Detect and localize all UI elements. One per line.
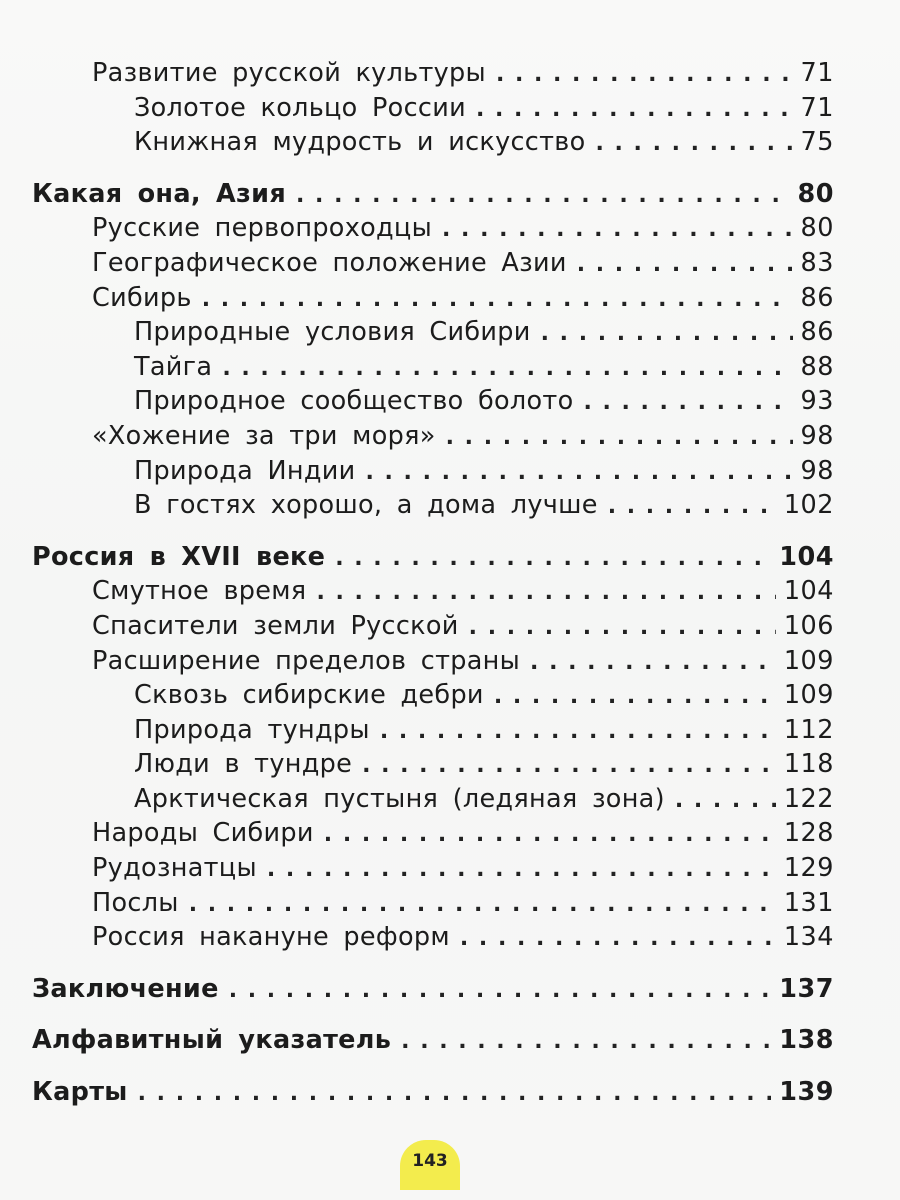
toc-entry-title: Россия в XVII веке: [32, 541, 326, 572]
toc-entry: [32, 281, 834, 316]
toc-entry-title: Расширение пределов страны: [92, 645, 521, 676]
toc-entry: [32, 488, 834, 523]
toc-entry: [32, 91, 834, 126]
toc-entry-page: 98: [800, 420, 834, 451]
toc-dot-leader: [335, 542, 771, 577]
toc-entry: [32, 886, 834, 921]
toc-entry-title: Сибирь: [92, 282, 192, 313]
toc-entry-title: Географическое положение Азии: [92, 247, 567, 278]
toc-dot-leader: [202, 283, 793, 318]
toc-entry-page: 134: [783, 922, 834, 953]
toc-dot-leader: [494, 680, 776, 715]
toc-entry: [32, 125, 834, 160]
toc-entry-title: Какая она, Азия: [32, 178, 287, 209]
toc-entry: [32, 644, 834, 679]
toc-entry-title: Смутное время: [92, 576, 307, 607]
toc-entry: [32, 350, 834, 385]
toc-dot-leader: [362, 749, 776, 784]
toc-entry-page: 80: [797, 178, 834, 209]
toc-dot-leader: [229, 974, 772, 1009]
toc-entry-page: 80: [800, 213, 834, 244]
toc-entry: [32, 782, 834, 817]
toc-entry-page: 118: [783, 749, 834, 780]
toc-entry-title: Карты: [32, 1077, 128, 1108]
toc-dot-leader: [366, 456, 793, 491]
toc-entry: [32, 972, 834, 1007]
toc-entry-title: Сквозь сибирские дебри: [134, 680, 484, 711]
toc-entry-page: 139: [779, 1077, 834, 1108]
toc-entry-page: 93: [800, 386, 834, 417]
page-number: 143: [412, 1151, 448, 1171]
toc-dot-leader: [296, 179, 789, 214]
toc-entry-title: В гостях хорошо, а дома лучше: [134, 490, 598, 521]
toc-dot-leader: [222, 352, 792, 387]
toc-entry-page: 112: [783, 714, 834, 745]
toc-entry-page: 138: [779, 1025, 834, 1056]
toc-dot-leader: [401, 1025, 771, 1060]
toc-entry-page: 71: [800, 58, 834, 88]
toc-entry-page: 137: [779, 973, 834, 1004]
toc-dot-leader: [530, 646, 776, 681]
toc-entry-page: 102: [783, 490, 834, 521]
toc-entry-title: Тайга: [134, 351, 213, 382]
toc-dot-leader: [442, 213, 793, 248]
toc-dot-leader: [324, 818, 776, 853]
toc-entry-title: Народы Сибири: [92, 818, 314, 849]
toc-entry-page: 106: [783, 610, 834, 641]
toc-dot-leader: [577, 248, 793, 283]
toc-entry-page: 109: [783, 645, 834, 676]
toc-dot-leader: [596, 127, 793, 162]
toc-dot-leader: [675, 784, 776, 819]
toc-dot-leader: [267, 853, 776, 888]
toc-entry-title: Природное сообщество болото: [134, 386, 574, 417]
table-of-contents: [32, 56, 834, 1110]
toc-entry: [32, 454, 834, 489]
page-number-badge: [400, 1140, 460, 1190]
toc-entry-title: «Хожение за три моря»: [92, 420, 436, 451]
toc-entry-title: Природа тундры: [134, 714, 370, 745]
toc-entry-page: 122: [783, 783, 834, 814]
toc-dot-leader: [541, 317, 793, 352]
toc-entry: [32, 747, 834, 782]
toc-dot-leader: [608, 490, 776, 525]
toc-entry-title: Заключение: [32, 973, 219, 1004]
toc-entry-title: Природа Индии: [134, 455, 356, 486]
toc-dot-leader: [446, 421, 793, 456]
toc-dot-leader: [380, 715, 776, 750]
toc-entry-page: 71: [800, 92, 834, 123]
toc-entry: [32, 816, 834, 851]
toc-entry-title: Люди в тундре: [134, 749, 353, 780]
toc-entry: [32, 713, 834, 748]
toc-entry-page: 109: [783, 680, 834, 711]
toc-entry: [32, 1075, 834, 1110]
toc-entry: [32, 315, 834, 350]
toc-entry-title: Русские первопроходцы: [92, 213, 433, 244]
toc-entry-page: 88: [800, 351, 834, 382]
toc-entry-page: 98: [800, 455, 834, 486]
toc-dot-leader: [138, 1077, 772, 1112]
toc-entry-title: Природные условия Сибири: [134, 317, 531, 348]
toc-entry-title: Золотое кольцо России: [134, 92, 466, 123]
toc-entry-title: Рудознатцы: [92, 853, 257, 884]
toc-entry-title: Книжная мудрость и искусство: [134, 127, 586, 158]
toc-entry-page: 75: [800, 127, 834, 158]
toc-dot-leader: [469, 611, 776, 646]
toc-entry: [32, 609, 834, 644]
toc-entry: [32, 177, 834, 212]
toc-entry-page: 128: [783, 818, 834, 849]
toc-entry-page: 86: [800, 317, 834, 348]
toc-entry: [32, 678, 834, 713]
toc-entry-page: 129: [783, 853, 834, 884]
toc-entry-title: Россия накануне реформ: [92, 922, 450, 953]
toc-entry: [32, 211, 834, 246]
toc-entry: [32, 1023, 834, 1058]
toc-entry: [32, 920, 834, 955]
toc-entry: [32, 419, 834, 454]
toc-dot-leader: [189, 888, 776, 923]
toc-dot-leader: [460, 922, 776, 957]
toc-entry: [32, 384, 834, 419]
toc-entry-title: Арктическая пустыня (ледяная зона): [134, 783, 665, 814]
toc-entry: [32, 851, 834, 886]
toc-entry-page: 104: [779, 541, 834, 572]
toc-entry: [32, 246, 834, 281]
toc-dot-leader: [476, 93, 793, 128]
toc-entry: [32, 56, 834, 91]
toc-entry-title: Развитие русской культуры: [92, 58, 486, 88]
toc-entry-title: Алфавитный указатель: [32, 1025, 392, 1056]
toc-entry-title: Спасители земли Русской: [92, 610, 459, 641]
toc-dot-leader: [316, 576, 775, 611]
toc-entry-title: Послы: [92, 887, 179, 918]
toc-entry-page: 131: [783, 887, 834, 918]
toc-dot-leader: [496, 58, 793, 93]
toc-entry-page: 86: [800, 282, 834, 313]
toc-entry-page: 104: [783, 576, 834, 607]
toc-entry: [32, 574, 834, 609]
toc-entry: [32, 540, 834, 575]
toc-dot-leader: [583, 386, 792, 421]
toc-entry-page: 83: [800, 247, 834, 278]
